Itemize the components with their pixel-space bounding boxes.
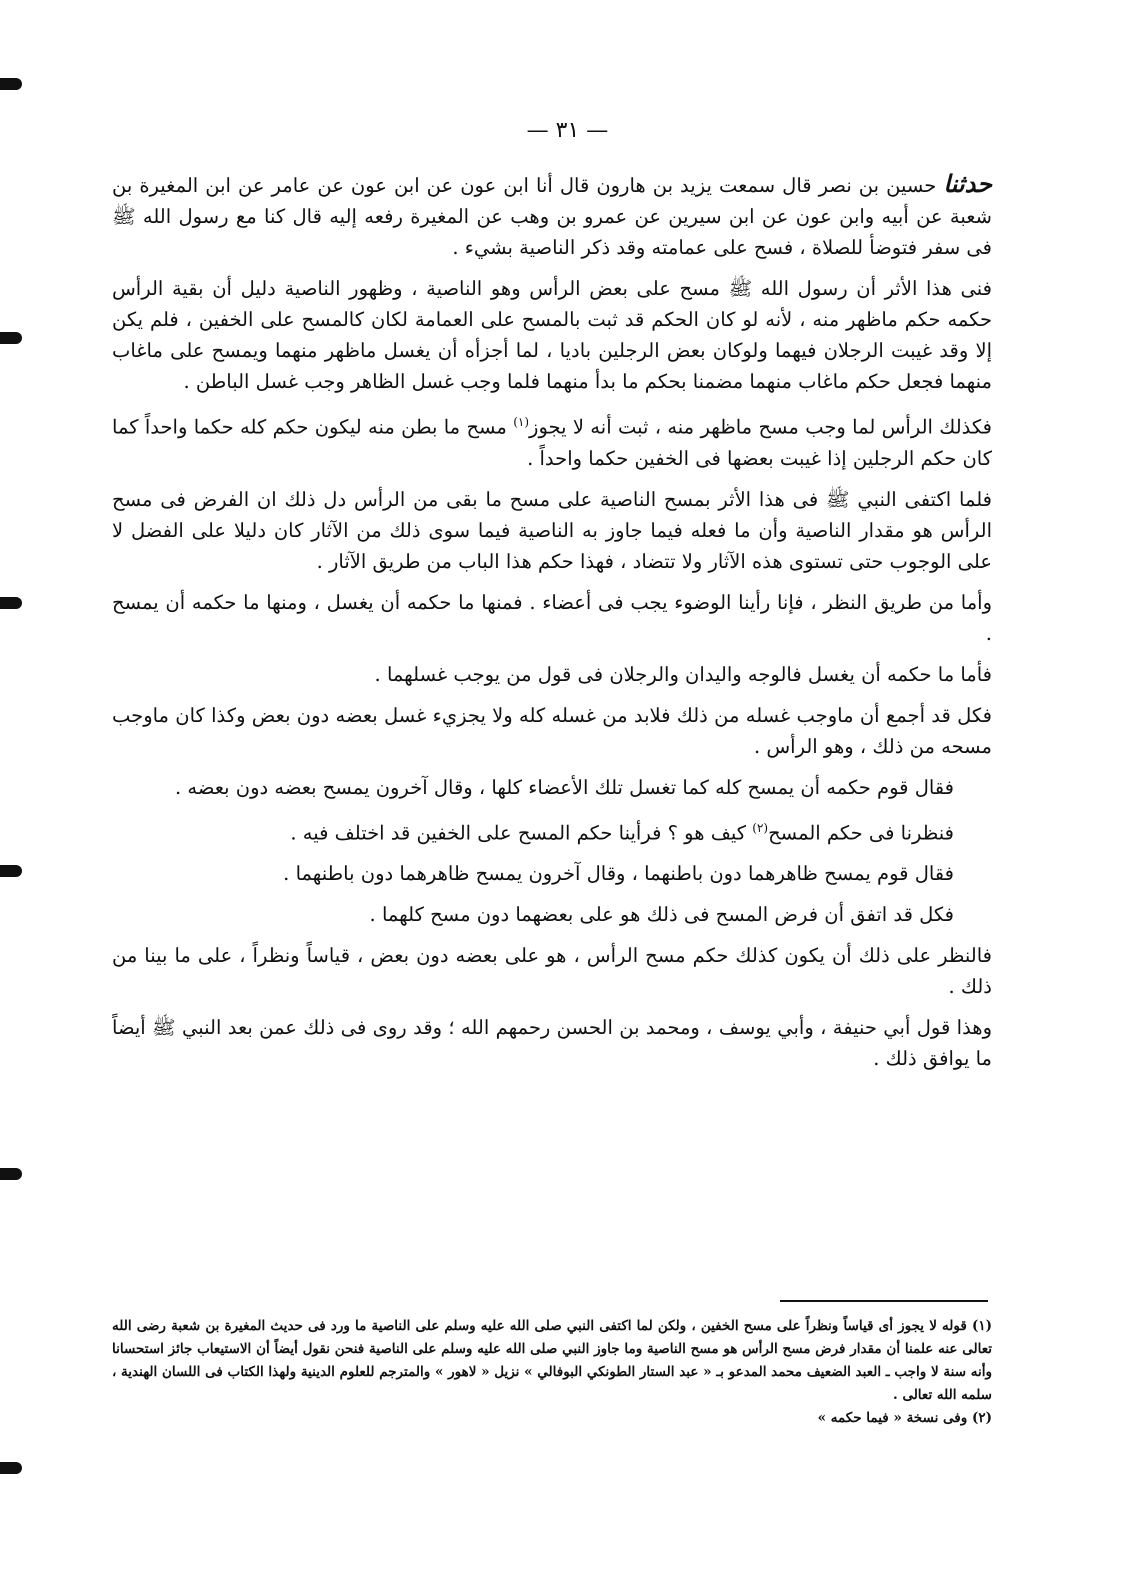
scan-margin-mark — [0, 78, 22, 90]
paragraph-2: فنى هذا الأثر أن رسول الله ﷺ مسح على بعض الرأس وهو الناصية ، وظهور الناصية دليل أن بقية الرأس حكمه حكم ماظهر منه ، لأنه لو كان الحكم قد ثبت بالمسح على العمامة لكان كالمسح على الخفين ، فلم يكن إلا وقد غيبت الرجلان فيهما ولوكان بعض الرجلين باديا ، لما أجزأه أن يغسل ماظهر منهما ويمسح على ماغاب منهما فجعل حكم ماغاب منهما مضمنا بحكم ما بدأ منهما فلما وجب غسل الظاهر وجب غسل الباطن . — [112, 277, 992, 393]
paragraph-11: فكل قد اتفق أن فرض المسح فى ذلك هو على بعضهما دون مسح كلهما . — [369, 903, 954, 926]
paragraph-text: حسين بن نصر قال سمعت يزيد بن هارون قال أنا ابن عون عن ابن عون عن عامر عن ابن المغيرة بن شعبة عن أبيه وابن عون عن ابن سيرين عن عمرو بن وهب عن المغيرة رفعه إليه قال كنا مع رسول الله ﷺ فى سفر فتوضأ للصلاة ، فسح على عمامته وقد ذكر الناصية بشيء . — [112, 174, 992, 259]
footnote-2: (٢) وفى نسخة « فيما حكمه » — [817, 1410, 992, 1426]
paragraph-13: وهذا قول أبي حنيفة ، وأبي يوسف ، ومحمد بن الحسن رحمهم الله ؛ وقد روى فى ذلك عمن بعد النبي ﷺ أيضاً ما يوافق ذلك . — [112, 1016, 992, 1070]
footnote-1: (١) قوله لا يجوز أى قياساً ونظراً على مسح الخفين ، ولكن لما اكتفى النبي صلى الله عليه وسلم على الناصية ما ورد فى حديث المغيرة بن شعبة رضى الله تعالى عنه علمنا أن مقدار فرض مسح الرأس هو مسح الناصية وما جاوز النبي صلى الله عليه وسلم على الناصية فنحن نقول أيضاً أن الاستيعاب جائز استحسانا وأنه سنة لا واجب ـ العبد الضعيف محمد المدعو بـ « عبد الستار الطونكي البوفالي » نزيل « لاهور » والمترجم للعلوم الدينية ولهذا الكتاب فى اللسان الهندية ، سلمه الله تعالى . — [112, 1318, 993, 1403]
paragraph-7: فكل قد أجمع أن ماوجب غسله من ذلك فلابد من غسله كله ولا يجزيء غسل بعضه دون بعض وكذا كان ماوجب مسحه من ذلك ، وهو الرأس . — [112, 703, 992, 758]
paragraph-8: فقال قوم حكمه أن يمسح كله كما تغسل تلك الأعضاء كلها ، وقال آخرون يمسح بعضه دون بعضه . — [175, 775, 954, 799]
scan-margin-mark — [0, 1462, 22, 1474]
paragraph-text: فكذلك الرأس لما وجب مسح ماظهر منه ، ثبت أنه لا يجوز — [529, 415, 992, 439]
paragraph-6: فأما ما حكمه أن يغسل فالوجه واليدان والرجلان فى قول من يوجب غسلهما . — [374, 662, 992, 686]
footnote-ref-1: (١) — [513, 415, 530, 429]
scan-margin-mark — [0, 332, 22, 344]
paragraph-text: مسح ما بطن منه ليكون حكم كله حكما واحداً كما كان حكم الرجلين إذا غيبت بعضها فى الخفين حكما واحداً . — [112, 415, 992, 470]
paragraph-3 — [112, 407, 992, 474]
scan-margin-mark — [0, 865, 22, 877]
main-text — [112, 168, 992, 1084]
paragraph-9 — [112, 813, 992, 849]
footnote-divider — [780, 1300, 988, 1302]
paragraph-text: كيف هو ؟ فرأينا حكم المسح على الخفين قد اختلف فيه . — [290, 821, 753, 844]
paragraph-10: فقال قوم يمسح ظاهرهما دون باطنهما ، وقال آخرون يمسح ظاهرهما دون باطنهما . — [283, 862, 954, 885]
paragraph-5: وأما من طريق النظر ، فإنا رأينا الوضوء يجب فى أعضاء . فمنها ما حكمه أن يغسل ، ومنها ما حكمه أن يمسح . — [112, 590, 992, 645]
scan-margin-mark — [0, 1168, 22, 1180]
page-number: — ٣١ — — [526, 118, 609, 143]
paragraph-1 — [112, 168, 992, 263]
paragraph-4: فلما اكتفى النبي ﷺ فى هذا الأثر بمسح الناصية على مسح ما بقى من الرأس دل ذلك ان الفرض فى مسح الرأس هو مقدار الناصية وأن ما فعله فيما جاوز به الناصية فيما سوى ذلك من الآثار كان دليلا على الفضل لا على الوجوب حتى تستوى هذه الآثار ولا تتضاد ، فهذا حكم هذا الباب من طريق الآثار . — [112, 487, 992, 573]
paragraph-text: فنظرنا فى حكم المسح — [768, 821, 954, 844]
footnote-ref-2: (٢) — [752, 820, 769, 835]
paragraph-12: فالنظر على ذلك أن يكون كذلك حكم مسح الرأس ، هو على بعضه دون بعض ، قياساً ونظراً ، على ما بينا من ذلك . — [112, 944, 992, 998]
footnotes — [112, 1315, 992, 1430]
scan-margin-mark — [0, 597, 22, 609]
paragraph-lead-word: حدثنا — [943, 169, 992, 198]
